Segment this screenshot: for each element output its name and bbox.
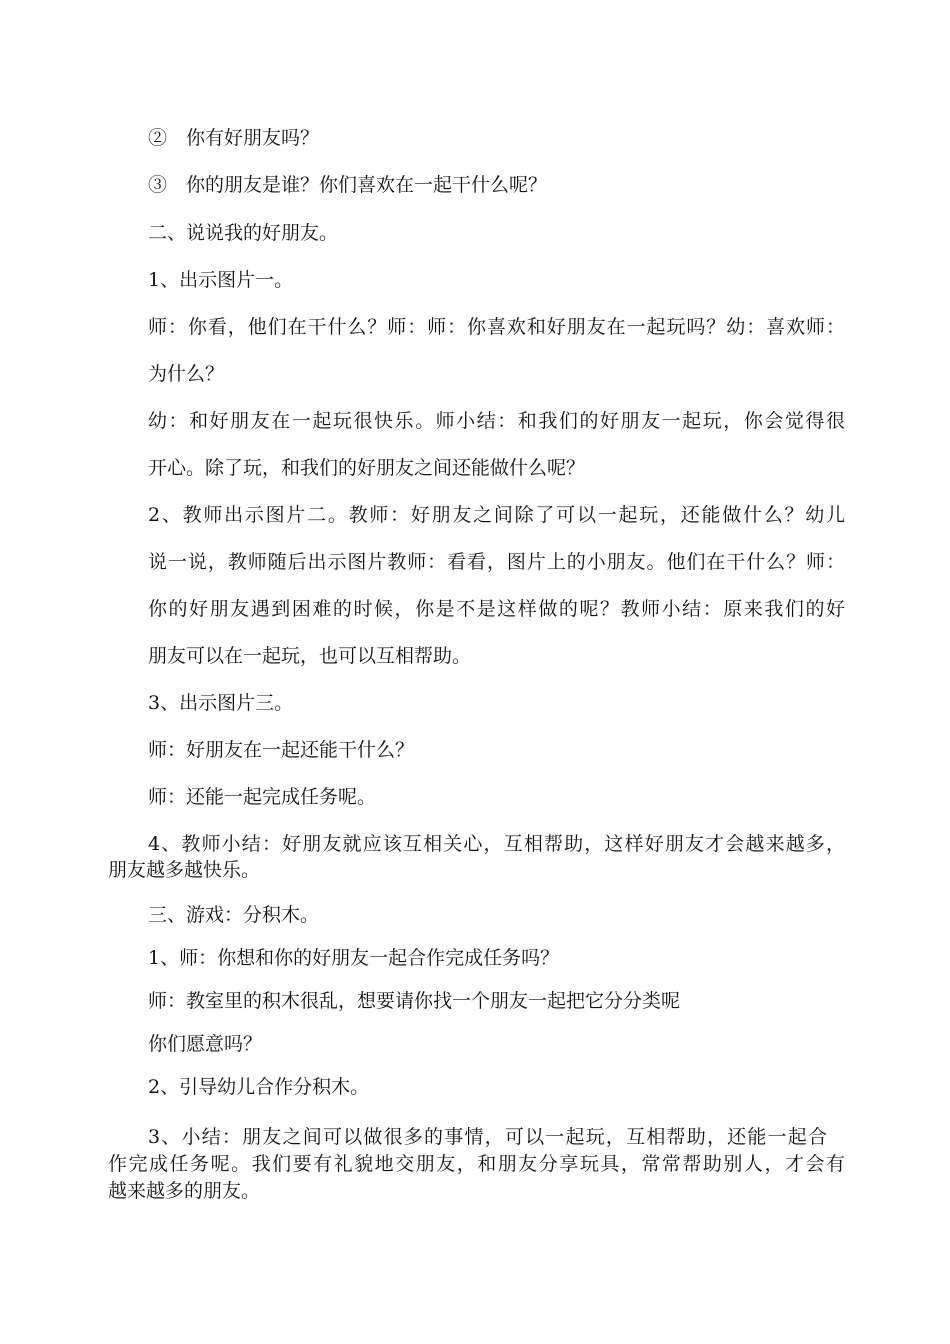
- summary-line: 3、小结：朋友之间可以做很多的事情，可以一起玩，互相帮助，还能一起合: [148, 1126, 827, 1148]
- paragraph-line: 幼：和好朋友在一起玩很快乐。师小结：和我们的好朋友一起玩，你会觉得很: [148, 410, 845, 432]
- paragraph-line: 为什么？: [148, 363, 225, 385]
- paragraph-line: 2、教师出示图片二。教师：好朋友之间除了可以一起玩，还能做什么？幼儿: [148, 504, 845, 526]
- summary-line: 越来越多的朋友。: [108, 1180, 261, 1202]
- section-heading-2: 二、说说我的好朋友。: [148, 222, 339, 244]
- question-3: ③ 你的朋友是谁？你们喜欢在一起干什么呢？: [148, 174, 548, 196]
- paragraph-line: 师：还能一起完成任务呢。: [148, 786, 377, 808]
- summary-line: 4、教师小结：好朋友就应该互相关心，互相帮助，这样好朋友才会越来越多，: [148, 833, 845, 855]
- summary-line: 作完成任务呢。我们要有礼貌地交朋友，和朋友分享玩具，常常帮助别人，才会有: [108, 1153, 845, 1175]
- paragraph-line: 你的好朋友遇到困难的时候，你是不是这样做的呢？教师小结：原来我们的好: [148, 598, 845, 620]
- paragraph-line: 说一说，教师随后出示图片教师：看看，图片上的小朋友。他们在干什么？师：: [148, 551, 845, 573]
- paragraph-line: 师：你看，他们在干什么？师：师：你喜欢和好朋友在一起玩吗？幼：喜欢师：: [148, 316, 845, 338]
- paragraph-line: 开心。除了玩，和我们的好朋友之间还能做什么呢？: [148, 457, 586, 479]
- question-2: ② 你有好朋友吗？: [148, 127, 320, 149]
- step-1-heading: 1、出示图片一。: [148, 269, 294, 291]
- paragraph-line: 1、师：你想和你的好朋友一起合作完成任务吗？: [148, 947, 560, 969]
- paragraph-line: 你们愿意吗？: [148, 1033, 263, 1055]
- paragraph-line: 师：好朋友在一起还能干什么？: [148, 739, 415, 761]
- paragraph-line: 朋友可以在一起玩，也可以互相帮助。: [148, 645, 472, 667]
- summary-line: 朋友越多越快乐。: [108, 859, 261, 881]
- step-2-heading: 2、引导幼儿合作分积木。: [148, 1076, 370, 1098]
- paragraph-line: 师：教室里的积木很乱，想要请你找一个朋友一起把它分分类呢: [148, 990, 681, 1012]
- step-3-heading: 3、出示图片三。: [148, 692, 294, 714]
- section-heading-3: 三、游戏：分积木。: [148, 904, 320, 926]
